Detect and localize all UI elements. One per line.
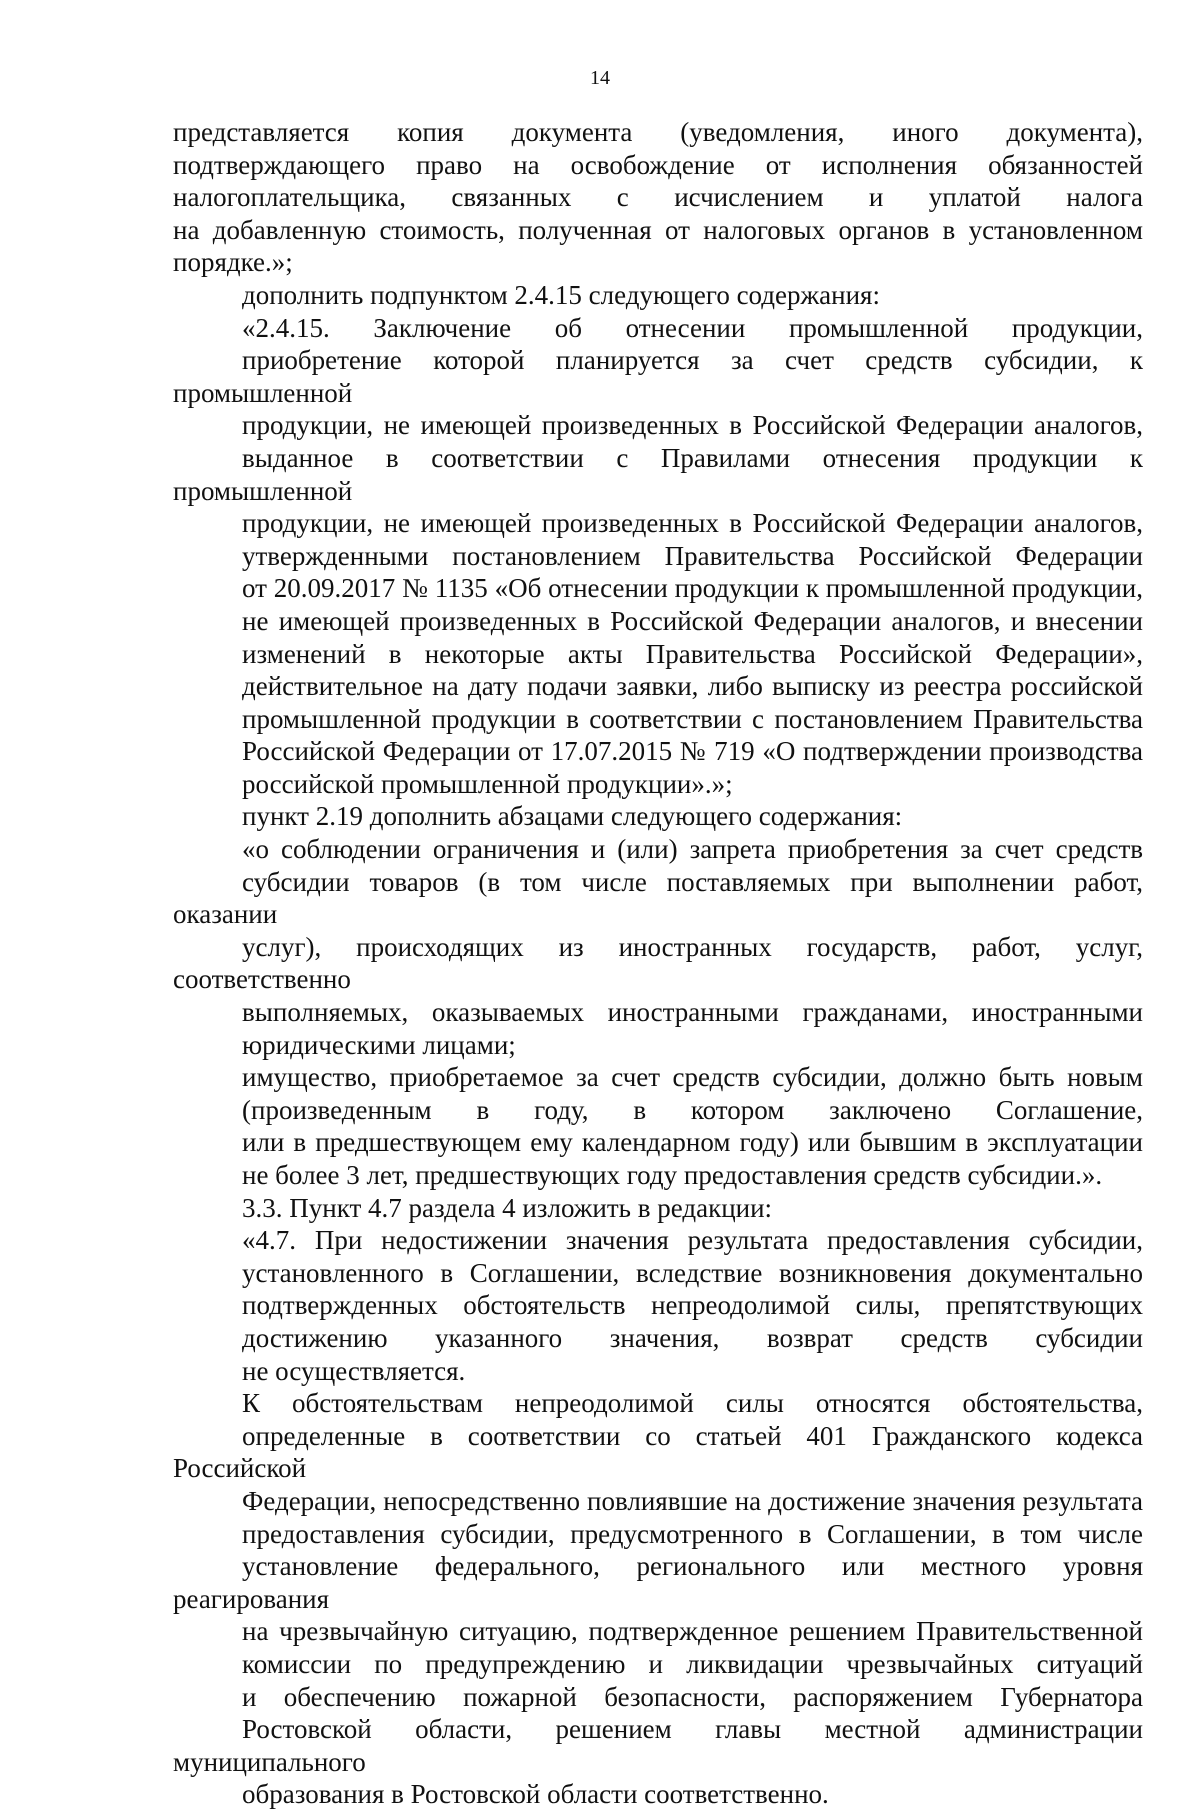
text-line: дополнить подпунктом 2.4.15 следующего содержания: [242, 279, 880, 310]
text-line: установление федерального, регионального или местного уровня реагирования [173, 1551, 1143, 1614]
paragraph [173, 279, 1143, 312]
text-line: определенные в соответствии со статьей 401 Гражданского кодекса Российской [173, 1420, 1143, 1484]
text-line: комиссии по предупреждению и ликвидации чрезвычайных ситуаций [242, 1648, 1143, 1679]
text-line: и обеспечению пожарной безопасности, распоряжением Губернатора [242, 1681, 1143, 1712]
text-line: подтвержденных обстоятельств непреодолимой силы, препятствующих [242, 1290, 1143, 1321]
text-line: налогоплательщика, связанных с исчислением и уплатой налога [173, 182, 1143, 213]
text-line: «о соблюдении ограничения и (или) запрета приобретения за счет средств [242, 834, 1143, 865]
text-line: от 20.09.2017 № 1135 «Об отнесении продукции к промышленной продукции, [242, 573, 1143, 604]
text-line: на добавленную стоимость, полученная от налоговых органов в установленном [173, 214, 1143, 245]
text-line: приобретение которой планируется за счет средств субсидии, к промышленной [173, 345, 1143, 408]
text-line: достижению указанного значения, возврат средств субсидии [242, 1322, 1143, 1353]
paragraph [173, 833, 1143, 1061]
text-line: представляется копия документа (уведомления, иного документа), [173, 117, 1143, 147]
text-line: Российской Федерации от 17.07.2015 № 719 «О подтверждении производства [242, 736, 1143, 767]
text-line: услуг), происходящих из иностранных государств, работ, услуг, соответственно [173, 931, 1143, 995]
text-line: «2.4.15. Заключение об отнесении промышленной продукции, [242, 312, 1143, 343]
text-line: продукции, не имеющей произведенных в Российской Федерации аналогов, [242, 410, 1143, 441]
text-line: или в предшествующем ему календарном году) или бывшим в эксплуатации [242, 1127, 1143, 1158]
text-line: Федерации, непосредственно повлиявшие на достижение значения результата [242, 1485, 1143, 1516]
paragraph [173, 1192, 1143, 1225]
text-line: выполняемых, оказываемых иностранными гражданами, иностранными [242, 997, 1143, 1028]
text-line: российской промышленной продукции».»; [242, 768, 733, 799]
text-line: К обстоятельствам непреодолимой силы относятся обстоятельства, [242, 1388, 1143, 1419]
text-line: 3.3. Пункт 4.7 раздела 4 изложить в редакции: [242, 1192, 773, 1223]
text-line: изменений в некоторые акты Правительства Российской Федерации», [242, 638, 1143, 669]
text-line: пункт 2.19 дополнить абзацами следующего содержания: [242, 801, 903, 832]
text-line: Ростовской области, решением главы местной администрации муниципального [173, 1714, 1143, 1777]
text-line: (произведенным в году, в котором заключено Соглашение, [242, 1094, 1143, 1125]
text-line: субсидии товаров (в том числе поставляемых при выполнении работ, оказании [173, 866, 1143, 930]
text-line: на чрезвычайную ситуацию, подтвержденное решением Правительственной [242, 1616, 1143, 1647]
text-line: не более 3 лет, предшествующих году предоставления средств субсидии.». [242, 1160, 1103, 1190]
paragraph [173, 116, 1143, 279]
text-line: выданное в соответствии с Правилами отнесения продукции к промышленной [173, 442, 1143, 506]
page-number: 14 [590, 67, 610, 89]
text-line: не осуществляется. [242, 1355, 466, 1386]
paragraph [173, 312, 1143, 801]
text-line: образования в Ростовской области соответственно. [242, 1779, 829, 1810]
paragraph [173, 1224, 1143, 1387]
paragraph [173, 1387, 1143, 1811]
text-line: продукции, не имеющей произведенных в Российской Федерации аналогов, [242, 508, 1143, 539]
text-line: утвержденными постановлением Правительства Российской Федерации [242, 540, 1143, 571]
text-line: не имеющей произведенных в Российской Федерации аналогов, и внесении [242, 605, 1143, 636]
text-line: промышленной продукции в соответствии с постановлением Правительства [242, 703, 1143, 734]
document-body [173, 116, 1143, 1811]
text-line: подтверждающего право на освобождение от исполнения обязанностей [173, 149, 1143, 180]
text-line: действительное на дату подачи заявки, либо выписку из реестра российской [242, 671, 1143, 702]
text-line: юридическими лицами; [242, 1029, 516, 1060]
text-line: установленного в Соглашении, вследствие возникновения документально [242, 1257, 1143, 1288]
text-line: порядке.»; [173, 247, 293, 278]
text-line: предоставления субсидии, предусмотренного в Соглашении, в том числе [242, 1518, 1143, 1549]
paragraph [173, 800, 1143, 833]
text-line: «4.7. При недостижении значения результата предоставления субсидии, [242, 1225, 1143, 1256]
paragraph [173, 1061, 1143, 1191]
text-line: имущество, приобретаемое за счет средств субсидии, должно быть новым [242, 1062, 1143, 1093]
